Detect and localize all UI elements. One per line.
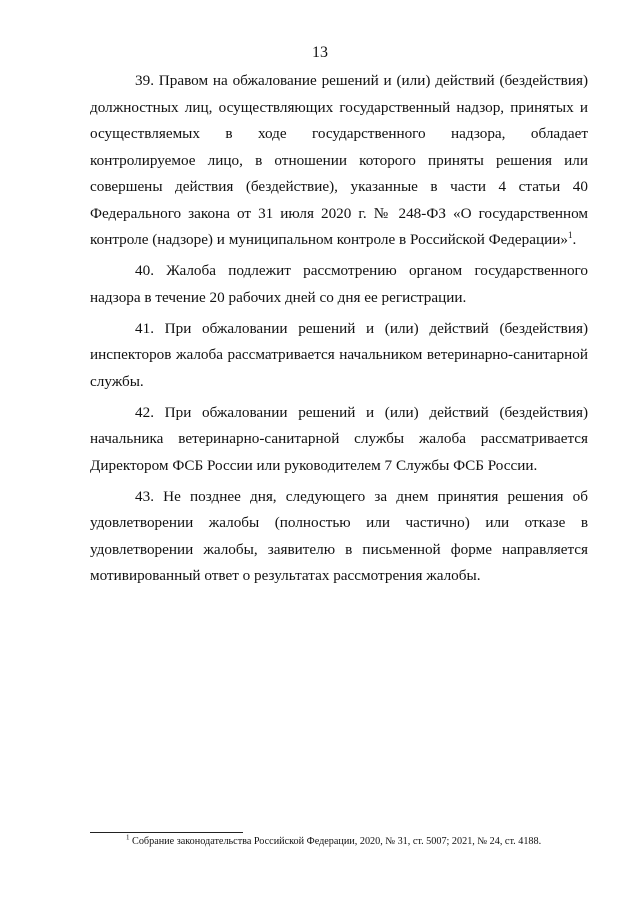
footnote-text: Собрание законодательства Российской Федерации, 2020, № 31, ст. 5007; 2021, № 24, ст. 4188. <box>129 836 542 847</box>
paragraph-39-text: 39. Правом на обжалование решений и (или) действий (бездействия) должностных лиц, осуществляющих государственный надзор, принятых и осуществляемых в ходе государственного надзора, обладает контролируемое лицо, в отношении которого приняты решения или совершены действия (бездействие), указанные в части 4 статьи 40 Федерального закона от 31 июля 2020 г. № 248-ФЗ «О государственном контроле (надзоре) и муниципальном контроле в Российской Федерации» <box>90 72 588 248</box>
paragraph-42: 42. При обжаловании решений и (или) действий (бездействия) начальника ветеринарно-санитарной службы жалоба рассматривается Директором ФСБ России или руководителем 7 Службы ФСБ России. <box>90 403 588 474</box>
paragraph-41: 41. При обжаловании решений и (или) действий (бездействия) инспекторов жалоба рассматривается начальником ветеринарно-санитарной службы. <box>90 319 588 390</box>
footnote-reference: 1 <box>567 229 573 240</box>
paragraph-40: 40. Жалоба подлежит рассмотрению органом государственного надзора в течение 20 рабочих дней со дня ее регистрации. <box>90 262 588 306</box>
page-number: 13 <box>312 44 328 61</box>
footnote-marker: 1 <box>126 833 130 842</box>
document-body <box>90 68 588 594</box>
paragraph-43: 43. Не позднее дня, следующего за днем принятия решения об удовлетворении жалобы (полностью или частично) или отказе в удовлетворении жалобы, заявителю в письменной форме направляется мотивированный ответ о результатах рассмотрения жалобы. <box>90 487 588 584</box>
footnote <box>90 835 588 849</box>
paragraph-39 <box>90 68 588 254</box>
footnote-divider <box>90 832 243 833</box>
paragraph-39-tail: . <box>572 231 577 248</box>
